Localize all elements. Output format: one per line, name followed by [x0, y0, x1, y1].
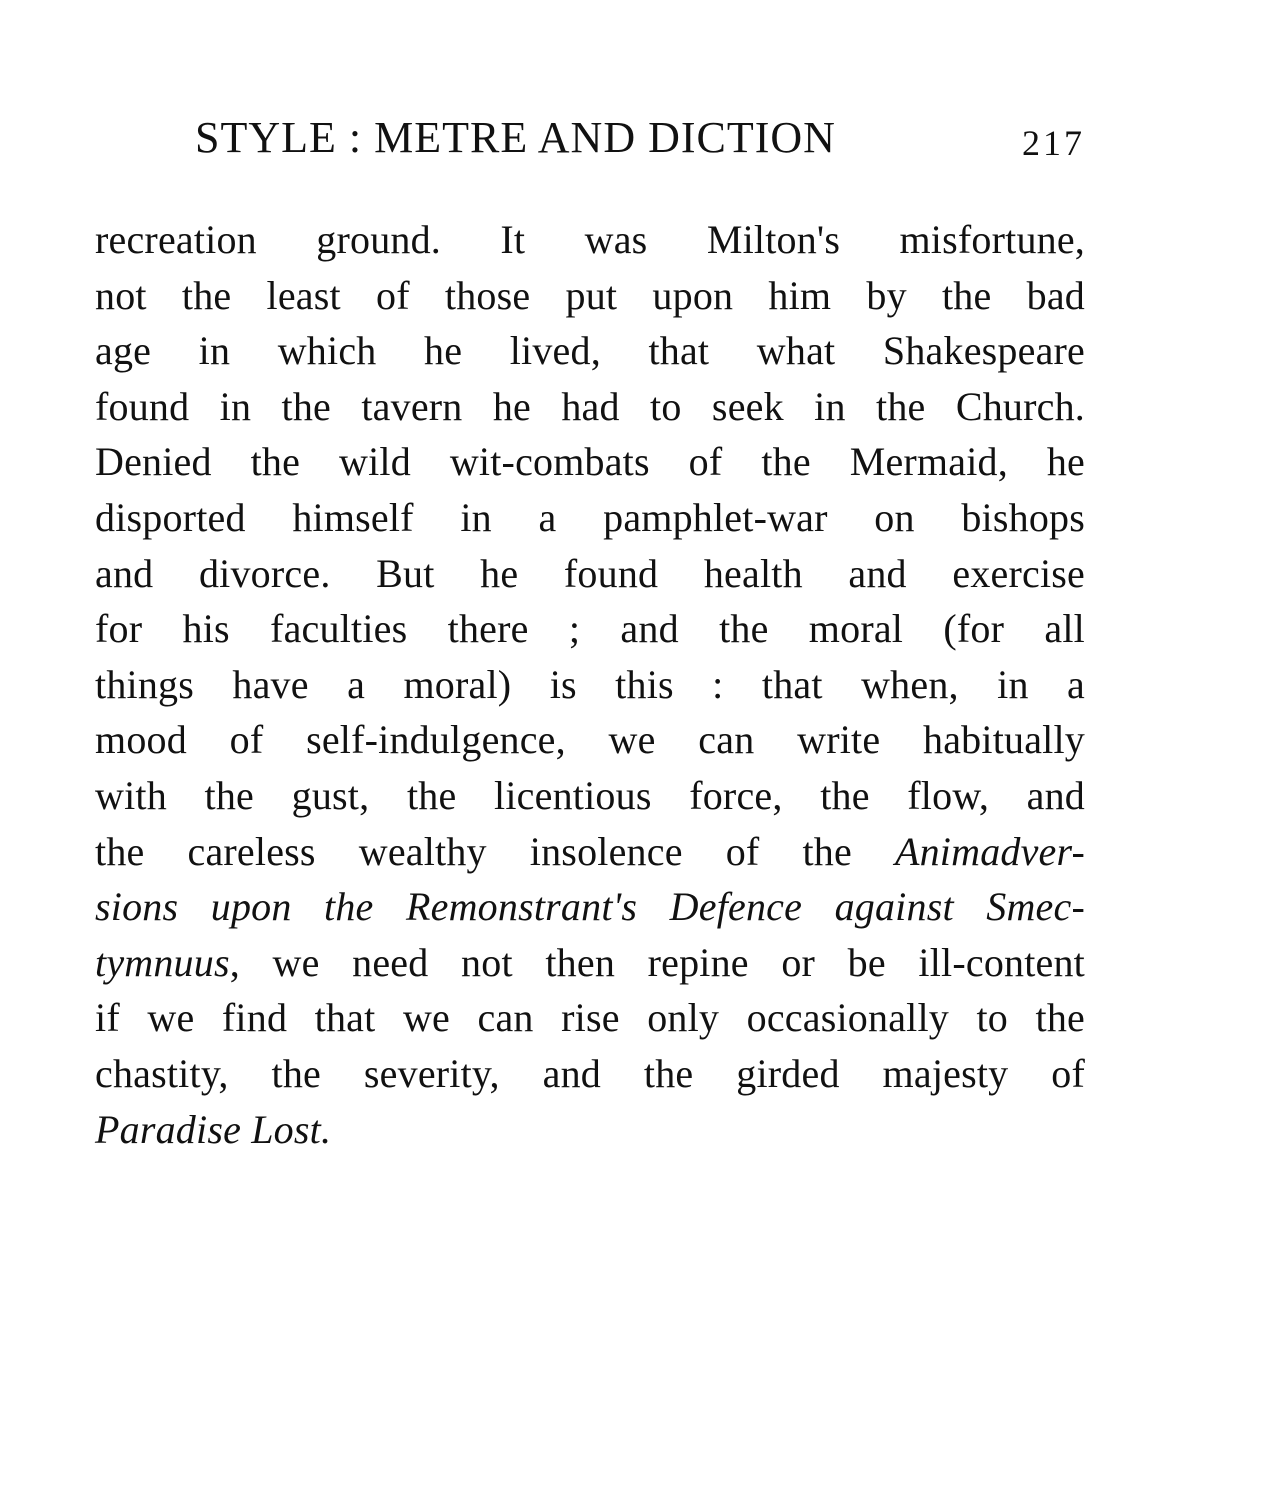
running-title: STYLE : METRE AND DICTION	[195, 113, 836, 162]
text-line: not the least of those put upon him by the bad	[95, 272, 1085, 318]
text-line: mood of self-indulgence, we can write habitually	[95, 717, 1085, 763]
page-number: 217	[1022, 123, 1085, 163]
text-line: recreation ground. It was Milton's misfortune,	[95, 217, 1085, 262]
italic-title: Animadver-	[894, 828, 1085, 874]
text-line: and divorce. But he found health and exercise	[95, 550, 1085, 596]
text-segment: the careless wealthy insolence of the	[95, 828, 895, 874]
text-line: found in the tavern he had to seek in the Church.	[95, 383, 1085, 429]
body-text	[95, 212, 1085, 1157]
page-header	[195, 112, 1085, 172]
text-line: age in which he lived, that what Shakespeare	[95, 328, 1085, 374]
text-line: with the gust, the licentious force, the flow, and	[95, 772, 1085, 818]
text-line	[95, 935, 1085, 991]
text-line: for his faculties there ; and the moral (for all	[95, 606, 1085, 652]
text-segment: , we need not then repine or be ill-content	[229, 939, 1085, 985]
italic-title-line: Paradise Lost.	[95, 1106, 332, 1152]
text-line: if we find that we can rise only occasionally to the	[95, 995, 1085, 1041]
text-line: Denied the wild wit-combats of the Mermaid, he	[95, 439, 1085, 485]
text-line: disported himself in a pamphlet-war on bishops	[95, 494, 1085, 540]
italic-title: tymnuus	[95, 939, 230, 985]
text-line: things have a moral) is this : that when, in a	[95, 661, 1085, 707]
italic-title-line: sions upon the Remonstrant's Defence against Smec-	[95, 884, 1085, 930]
text-line: chastity, the severity, and the girded majesty of	[95, 1050, 1085, 1096]
text-line	[95, 824, 1085, 880]
